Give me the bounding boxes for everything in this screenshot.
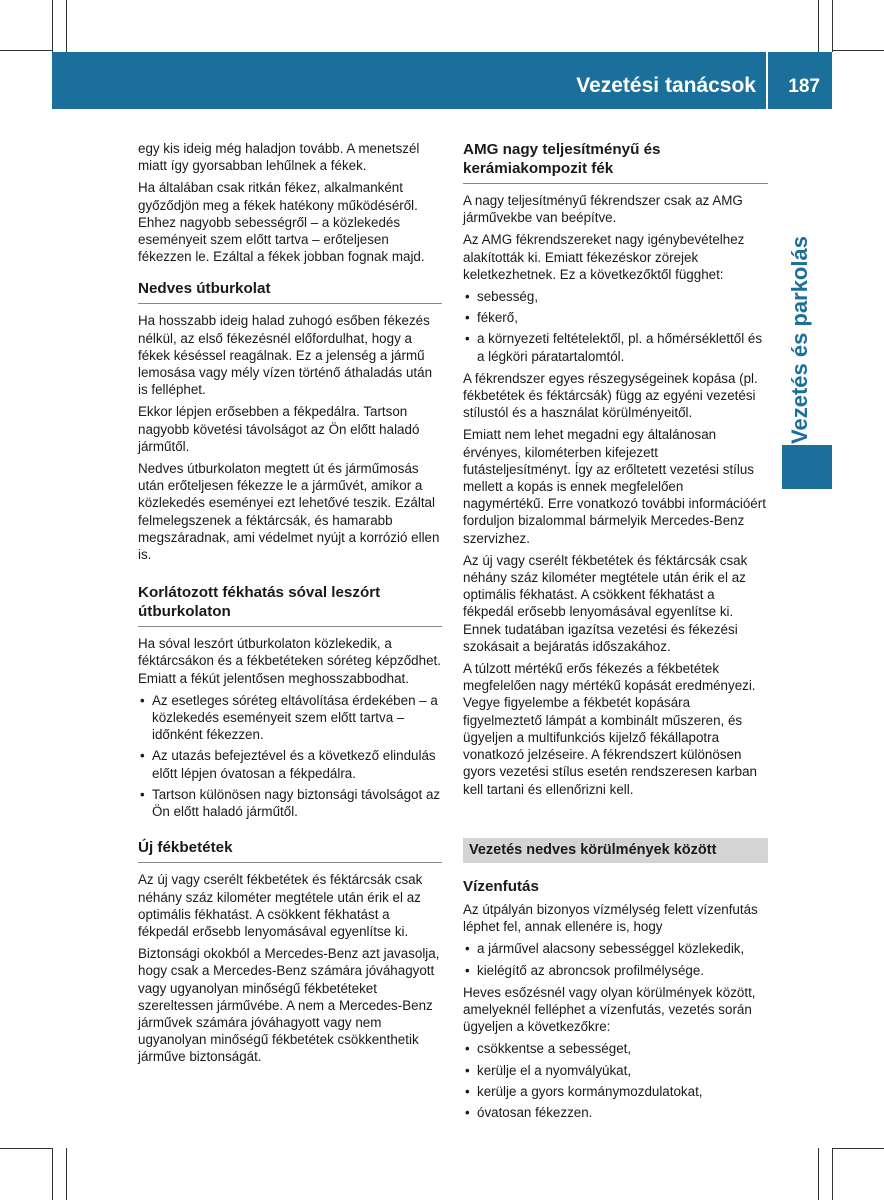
crop-mark [66, 1148, 67, 1200]
bullet-list [463, 1040, 768, 1121]
side-tab-label: Vezetés és parkolás [787, 236, 812, 444]
paragraph: Heves esőzésnél vagy olyan körülmények között, amelyeknél felléphet a vízenfutás, vezetés során ügyeljen a következőkre: [463, 984, 756, 1035]
crop-mark [818, 0, 819, 52]
paragraph: Ha hosszabb ideig halad zuhogó esőben fékezés nélkül, az első fékezésnél előfordulhat, hogy a fékek késéssel reagálnak. Ez a jelenség a jármű lemosása vagy mély vízen történő áthaladás után is felléphet. [138, 313, 433, 398]
page-header [52, 52, 832, 109]
paragraph: Az AMG fékrendszereket nagy igénybevételhez alakították ki. Emiatt fékezéskor zörejek keletkezhetnek. Ez a következőktől függhet: [463, 232, 745, 282]
paragraph: A túlzott mértékű erős fékezés a fékbetétek megfelelően nagy mértékű kopását eredményezi. Vegye figyelembe a fékbetét kopására figyelmeztető lámpát a kombinált műszeren, és ügyeljen a multifunkciós kijelző fékállapotra vonatkozó jelzéseire. A fékrendszert különösen gyors vezetési stílus esetén rendszeresen karban kell tartani és ellenőrizni kell. [463, 661, 758, 797]
crop-mark [832, 1148, 884, 1149]
heading-aquaplaning: Vízenfutás [463, 877, 539, 895]
list-item: • a járművel alacsony sebességgel közlekedik, [463, 940, 768, 957]
list-item: • fékerő, [463, 309, 768, 326]
paragraph: Ekkor lépjen erősebben a fékpedálra. Tartson nagyobb követési távolságot az Ön előtt haladó járműtől. [138, 404, 420, 454]
crop-mark [0, 1148, 52, 1149]
list-item: • Tartson különösen nagy biztonsági távolságot az Ön előtt haladó járműtől. [138, 786, 442, 820]
right-column [463, 140, 768, 1126]
bullet-list [463, 940, 768, 978]
list-item: • csökkentse a sebességet, [463, 1040, 768, 1057]
paragraph: Az új vagy cserélt fékbetétek és féktárcsák csak néhány száz kilométer megtétele után érik el az optimális fékhatást. A csökkent fékhatást a fékpedál erősebb lenyomásával egyenlítse ki. [138, 872, 423, 939]
list-item: • kerülje a gyors kormánymozdulatokat, [463, 1083, 768, 1100]
paragraph: egy kis ideig még haladjon tovább. A menetszél miatt így gyorsabban lehűlnek a fékek. [138, 141, 420, 174]
list-item: • kielégítő az abroncsok profilmélysége. [463, 962, 768, 979]
list-item: • sebesség, [463, 288, 768, 305]
bullet-list [138, 692, 442, 820]
paragraph: A fékrendszer egyes részegységeinek kopása (pl. fékbetétek és féktárcsák) függ az egyéni vezetési stílustól és a használat körülményeitől. [463, 370, 758, 421]
crop-mark [818, 1148, 819, 1200]
paragraph: Az útpályán bizonyos vízmélység felett vízenfutás léphet fel, annak ellenére is, hogy [463, 901, 758, 935]
crop-mark [832, 0, 833, 52]
crop-mark [832, 1148, 833, 1200]
list-item: • kerülje el a nyomvályúkat, [463, 1062, 768, 1079]
side-tab-block [782, 445, 832, 489]
list-item: • a környezeti feltételektől, pl. a hőmérséklettől és a légköri páratartalomtól. [463, 330, 768, 364]
left-column [138, 140, 442, 1071]
paragraph: Ha sóval leszórt útburkolaton közlekedik, a féktárcsákon és a fékbetéteken sóréteg képződhet. Emiatt a fékút jelentősen meghosszabbodhat. [138, 636, 441, 686]
crop-mark [0, 50, 52, 51]
section-band: Vezetés nedves körülmények között [463, 838, 768, 863]
crop-mark [52, 0, 53, 52]
paragraph: Az új vagy cserélt fékbetétek és féktárcsák csak néhány száz kilométer megtétele után érik el az optimális fékhatást. A csökkent fékhatást a fékpedál erősebb lenyomásával egyenlítse ki. Ennek tudatában igazítsa vezetési és fékezési szokásait a bejáratás időszakához. [463, 552, 748, 654]
side-tab [780, 236, 820, 444]
crop-mark [52, 1148, 53, 1200]
header-divider [766, 52, 768, 109]
heading-amg-brakes: AMG nagy teljesítményű és kerámiakompozit fék [463, 140, 768, 184]
heading-salted-road: Korlátozott fékhatás sóval leszórt útburkolaton [138, 583, 442, 627]
crop-mark [832, 50, 884, 51]
paragraph: Emiatt nem lehet megadni egy általánosan érvényes, kilométerben kifejezett futásteljesítményt. Így az erőltetett vezetési stílus mellett a kopás is ennek megfelelően nagymértékű. Erre vonatkozó további információért forduljon bizalommal bármelyik Mercedes-Benz szervizhez. [463, 427, 766, 546]
list-item: • óvatosan fékezzen. [463, 1104, 768, 1121]
bullet-list [463, 288, 768, 365]
heading-wet-road: Nedves útburkolat [138, 279, 442, 304]
paragraph: Nedves útburkolaton megtett út és járműmosás után erőteljesen fékezze le a járművét, amikor a közlekedés eseményei ezt lehetővé teszik. Ezáltal felmelegszenek a féktárcsák, és hamarabb megszáradnak, ami védelmet nyújt a korrózió ellen is. [138, 461, 440, 563]
page-number: 187 [788, 76, 820, 97]
paragraph: Biztonsági okokból a Mercedes-Benz azt javasolja, hogy csak a Mercedes-Benz számára jóváhagyott vagy ugyanolyan minőségű fékbetéteket szereltessen járművébe. A nem a Mercedes-Benz járművek számára jóváhagyott vagy nem ugyanolyan minőségű fékbetétek csökkenthetik járműve biztonságát. [138, 946, 440, 1065]
list-item: • Az utazás befejeztével és a következő elindulás előtt lépjen óvatosan a fékpedálra. [138, 747, 442, 781]
paragraph: Ha általában csak ritkán fékez, alkalmanként győződjön meg a fékek hatékony működéséről. Ehhez nagyobb sebességről – a közlekedés eseményeit szem előtt tartva – erőteljesen fékezzen le. Ezáltal a fékek jobban fognak majd. [138, 180, 425, 265]
crop-mark [66, 0, 67, 52]
list-item: • Az esetleges sóréteg eltávolítása érdekében – a közlekedés eseményeit szem előtt tartva – időnként fékezzen. [138, 692, 442, 744]
paragraph: A nagy teljesítményű fékrendszer csak az AMG járművekbe van beépítve. [463, 193, 743, 226]
heading-new-brake-pads: Új fékbetétek [138, 838, 442, 863]
section-title: Vezetési tanácsok [576, 74, 756, 97]
